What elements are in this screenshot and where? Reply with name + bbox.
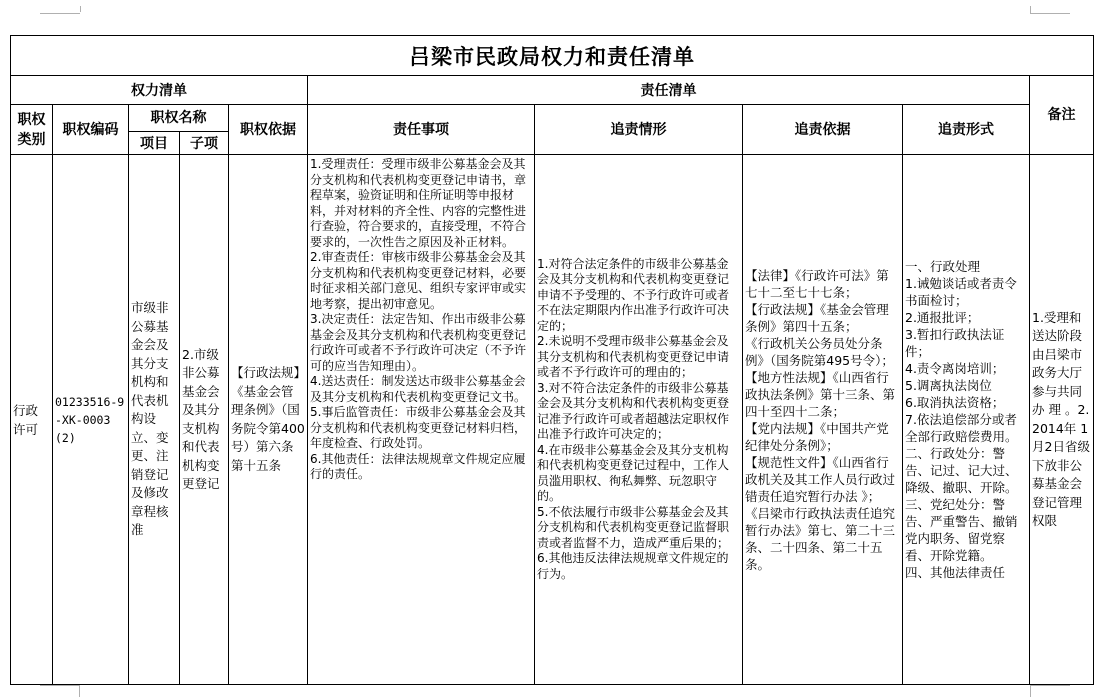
- list-item: 4.责令离岗培训；: [905, 361, 1005, 376]
- accountability-basis-cell: [743, 155, 903, 685]
- list-item: 【行政法规】《基金会管理条例》第四十五条；: [745, 301, 889, 334]
- list-item: 《吕梁市行政执法责任追究暂行办法》第七、第二十三条、二十四条、第二十五条。: [745, 505, 896, 572]
- item-header: 项目: [129, 132, 180, 155]
- accountability-forms-cell: [903, 155, 1030, 685]
- list-item: 【党内法规】《中国共产党纪律处分条例》；: [745, 420, 889, 453]
- page-corner-mark: [79, 685, 81, 697]
- list-item: 6.其他违反法律法规规章文件规定的行为。: [537, 551, 729, 581]
- accountability-forms-header: 追责形式: [903, 105, 1030, 155]
- list-item: 3.决定责任：法定告知、作出市级非公募基金会及其分支机构和代表机构变更登记行政许可或者不予行政许可决定（不予许可的应当告知理由）。: [310, 312, 527, 373]
- item-cell: 市级非公募基金会及其分支机构和代表机构设立、变更、注销登记及修改章程核准: [129, 155, 180, 685]
- list-item: 3.对不符合法定条件的市级非公募基金会及其分支机构和代表机构变更登记准予行政许可或者超越法定职权作出准予行政许可决定的；: [537, 380, 730, 442]
- page-corner-mark: [40, 6, 81, 12]
- power-list-header: 权力清单: [11, 76, 308, 105]
- list-item: 《行政机关公务员处分条例》（国务院第495号令）；: [745, 335, 894, 368]
- power-responsibility-table: [10, 35, 1094, 685]
- list-item: 一、行政处理: [905, 259, 981, 274]
- responsibility-matters-header: 责任事项: [308, 105, 535, 155]
- list-item: 2.未说明不受理市级非公募基金会及其分支机构和代表机构变更登记申请或者不予行政许可的理由的；: [537, 334, 730, 380]
- list-item: 1.受理责任：受理市级非公募基金会及其分支机构和代表机构变更登记申请书，章程草案，验资证明和住所证明等申报材料，并对材料的齐全性、内容的完整性进行查验，符合要求的，直接受理，不符合要求的，一次性告之原因及补正材料。: [310, 157, 527, 249]
- list-item: 【地方性法规】《山西省行政执法条例》第十三条、第四十至四十二条；: [745, 369, 896, 419]
- power-code-cell: 01233516-9-XK-0003(2): [53, 155, 129, 685]
- list-item: 6.取消执法资格；: [905, 395, 1005, 410]
- page-corner-mark: [1030, 685, 1032, 697]
- remarks-cell: 1.受理和送达阶段由吕梁市政务大厅参与共同办 理 。2.2014年 1 月2日省级下放非公募基金会登记管理权限: [1030, 155, 1094, 685]
- power-name-header: 职权名称: [129, 105, 229, 132]
- sub-item-cell: 2.市级非公募基金会及其分支机构和代表机构变更登记: [180, 155, 229, 685]
- power-basis-header: 职权依据: [229, 105, 308, 155]
- power-type-cell: 行政许可: [11, 155, 53, 685]
- list-item: 三、党纪处分：警告、严重警告、撤销党内职务、留党察看、开除党籍。: [905, 497, 1018, 563]
- power-type-header: 职权类别: [11, 105, 53, 155]
- table-title: 吕梁市民政局权力和责任清单: [11, 36, 1094, 76]
- power-code-header: 职权编码: [53, 105, 129, 155]
- accountability-basis-header: 追责依据: [743, 105, 903, 155]
- responsibility-list-header: 责任清单: [308, 76, 1030, 105]
- sub-item-header: 子项: [180, 132, 229, 155]
- list-item: 5.调离执法岗位: [905, 378, 992, 393]
- list-item: 4.送达责任：制发送达市级非公募基金会及其分支机构和代表机构变更登记文书。: [310, 374, 527, 404]
- list-item: 5.不依法履行市级非公募基金会及其分支机构和代表机构变更登记监督职责或者监督不力，造成严重后果的；: [537, 504, 730, 550]
- list-item: 3.暂扣行政执法证件；: [905, 327, 1005, 359]
- list-item: 四、其他法律责任: [905, 565, 1006, 580]
- list-item: 5.事后监管责任：市级非公募基金会及其分支机构和代表机构变更登记材料归档，年度检查、行政处罚。: [310, 405, 527, 450]
- power-basis-cell: 【行政法规】《基金会管理条例》（国务院令第400号）第六条第十五条: [229, 155, 308, 685]
- remarks-header: 备注: [1030, 76, 1094, 155]
- list-item: 【规范性文件】《山西省行政机关及其工作人员行政过错责任追究暂行办法 》；: [745, 454, 896, 504]
- page-corner-mark: [40, 685, 80, 687]
- table-row: [11, 155, 1094, 685]
- page-corner-mark: [40, 13, 80, 15]
- page-corner-mark: [1030, 13, 1070, 15]
- list-item: 2.通报批评；: [905, 310, 980, 325]
- list-item: 4.在市级非公募基金会及其分支机构和代表机构变更登记过程中，工作人员滥用职权、徇私舞弊、玩忽职守的。: [537, 442, 730, 504]
- page-corner-mark: [1030, 685, 1070, 687]
- accountability-situations-cell: [535, 155, 743, 685]
- responsibility-matters-cell: [308, 155, 535, 685]
- list-item: 7.依法追偿部分或者全部行政赔偿费用。: [905, 412, 1018, 444]
- list-item: 6.其他责任：法律法规规章文件规定应履行的责任。: [310, 451, 526, 481]
- list-item: 2.审查责任：审核市级非公募基金会及其分支机构和代表机构变更登记材料，必要时征求相关部门意见、组织专家评审或实地考察，提出初审意见。: [310, 250, 527, 311]
- list-item: 1.对符合法定条件的市级非公募基金会及其分支机构和代表机构变更登记申请不予受理的、不予行政许可或者不在法定期限内作出准予行政许可决定的；: [537, 256, 730, 333]
- list-item: 1.诫勉谈话或者责令书面检讨；: [905, 276, 1017, 308]
- list-item: 【法律】《行政许可法》第七十二至七十七条；: [745, 267, 889, 300]
- list-item: 二、行政处分：警告、记过、记大过、降级、撤职、开除。: [905, 446, 1018, 495]
- accountability-situations-header: 追责情形: [535, 105, 743, 155]
